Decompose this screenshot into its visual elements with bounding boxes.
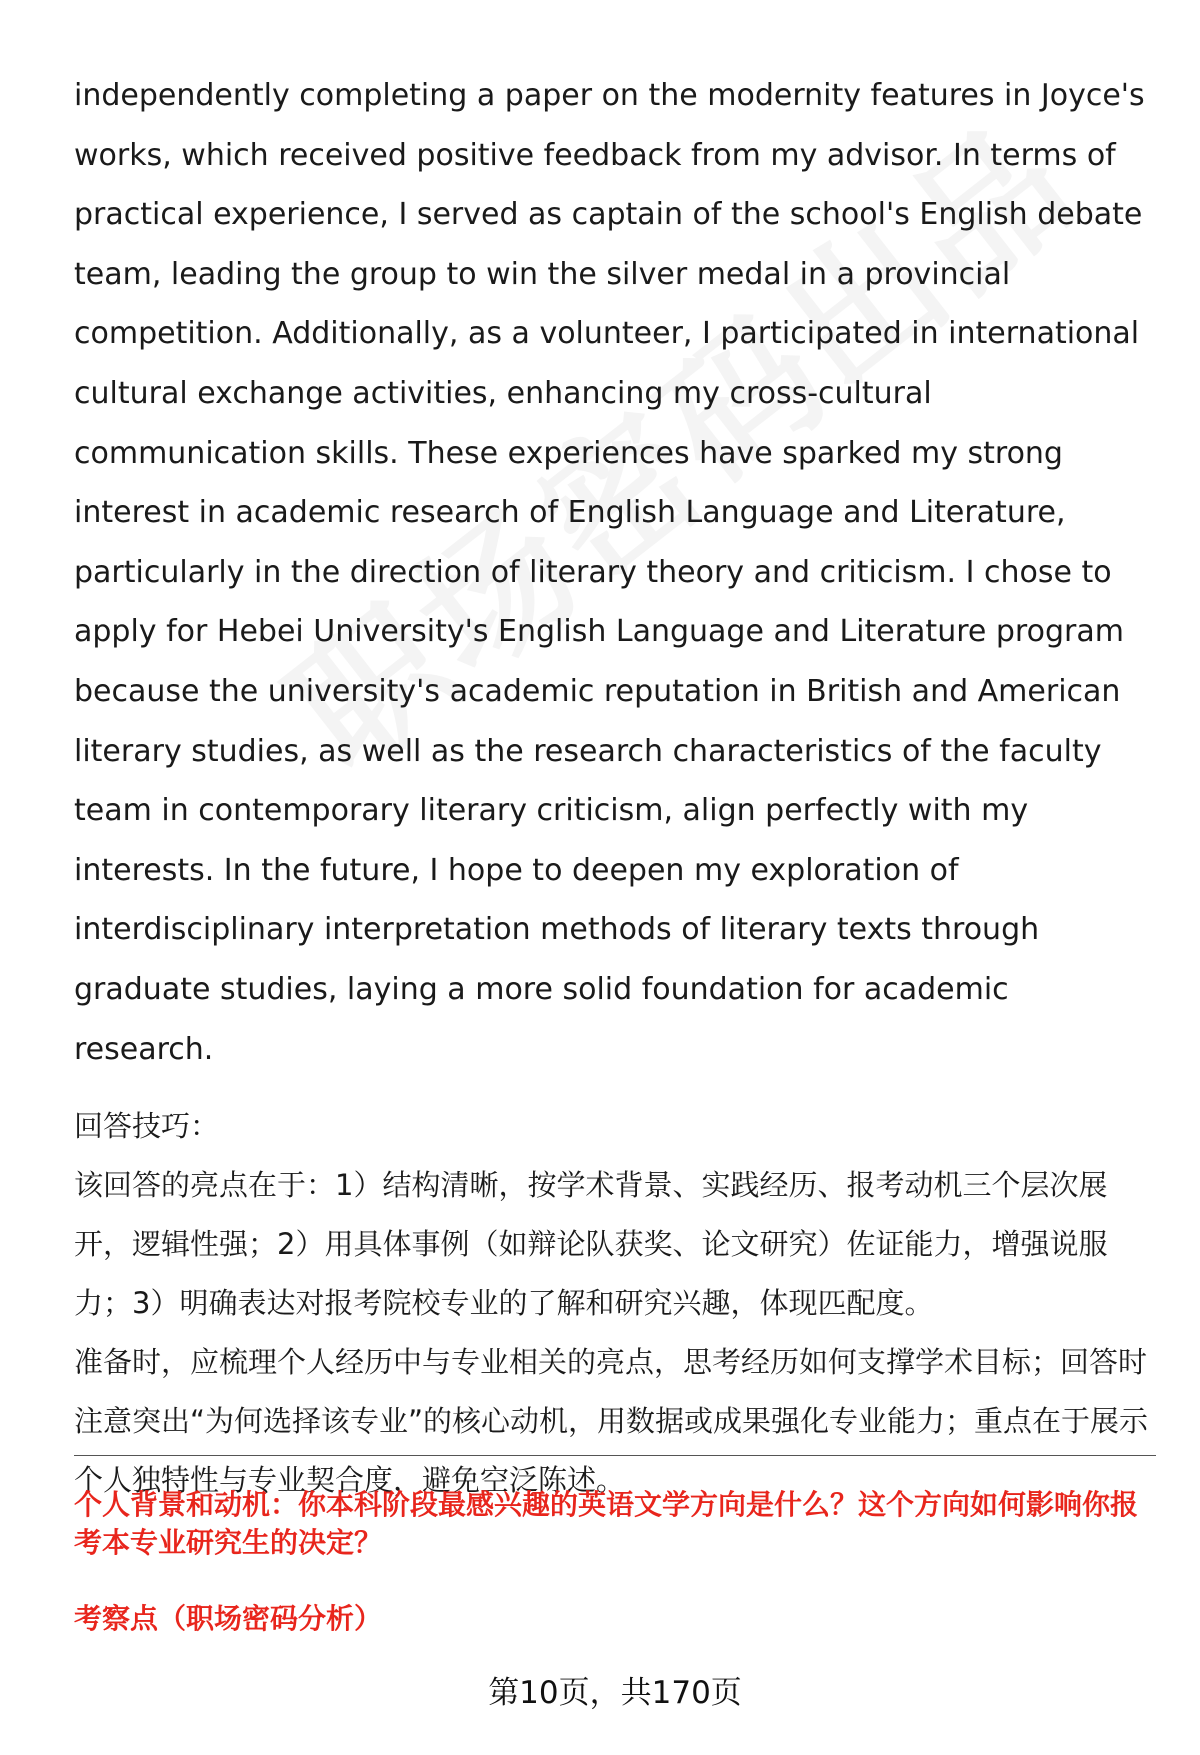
page-number: 第10页，共170页 [488,1675,742,1711]
main-content [74,66,1154,1510]
section-divider [74,1455,1156,1456]
tips-heading: 回答技巧： [74,1109,220,1144]
tips-highlights: 该回答的亮点在于：1）结构清晰，按学术背景、实践经历、报考动机三个层次展开，逻辑性强；2）用具体事例（如辩论队获奖、论文研究）佐证能力，增强说服力；3）明确表达对报考院校专业的了解和研究兴趣，体现匹配度。 [74,1168,1108,1321]
tips-preparation: 准备时，应梳理个人经历中与专业相关的亮点，思考经历如何支撑学术目标；回答时注意突出“为何选择该专业”的核心动机，用数据或成果强化专业能力；重点在于展示个人独特性与专业契合度，避免空泛陈述。 [74,1345,1149,1498]
next-question-title: 个人背景和动机：你本科阶段最感兴趣的英语文学方向是什么？这个方向如何影响你报考本专业研究生的决定？ [74,1488,1139,1559]
exam-point-heading: 考察点（职场密码分析） [74,1602,383,1635]
answer-tips [74,1097,1154,1510]
answer-paragraph: independently completing a paper on the modernity features in Joyce's works, which received positive feedback from my advisor. In terms of practical experience, I served as captain of the school's English debate team, leading the group to win the silver medal in a provincial competition. Additionally, as a volunteer, I participated in international cultural exchange activities, enhancing my cross-cultural communication skills. These experiences have sparked my strong interest in academic research of English Language and Literature, particularly in the direction of literary theory and criticism. I chose to apply for Hebei University's English Language and Literature program because the university's academic reputation in British and American literary studies, as well as the research characteristics of the faculty team in contemporary literary criticism, align perfectly with my interests. In the future, I hope to deepen my exploration of interdisciplinary interpretation methods of literary texts through graduate studies, laying a more solid foundation for academic research. [74,78,1145,1067]
